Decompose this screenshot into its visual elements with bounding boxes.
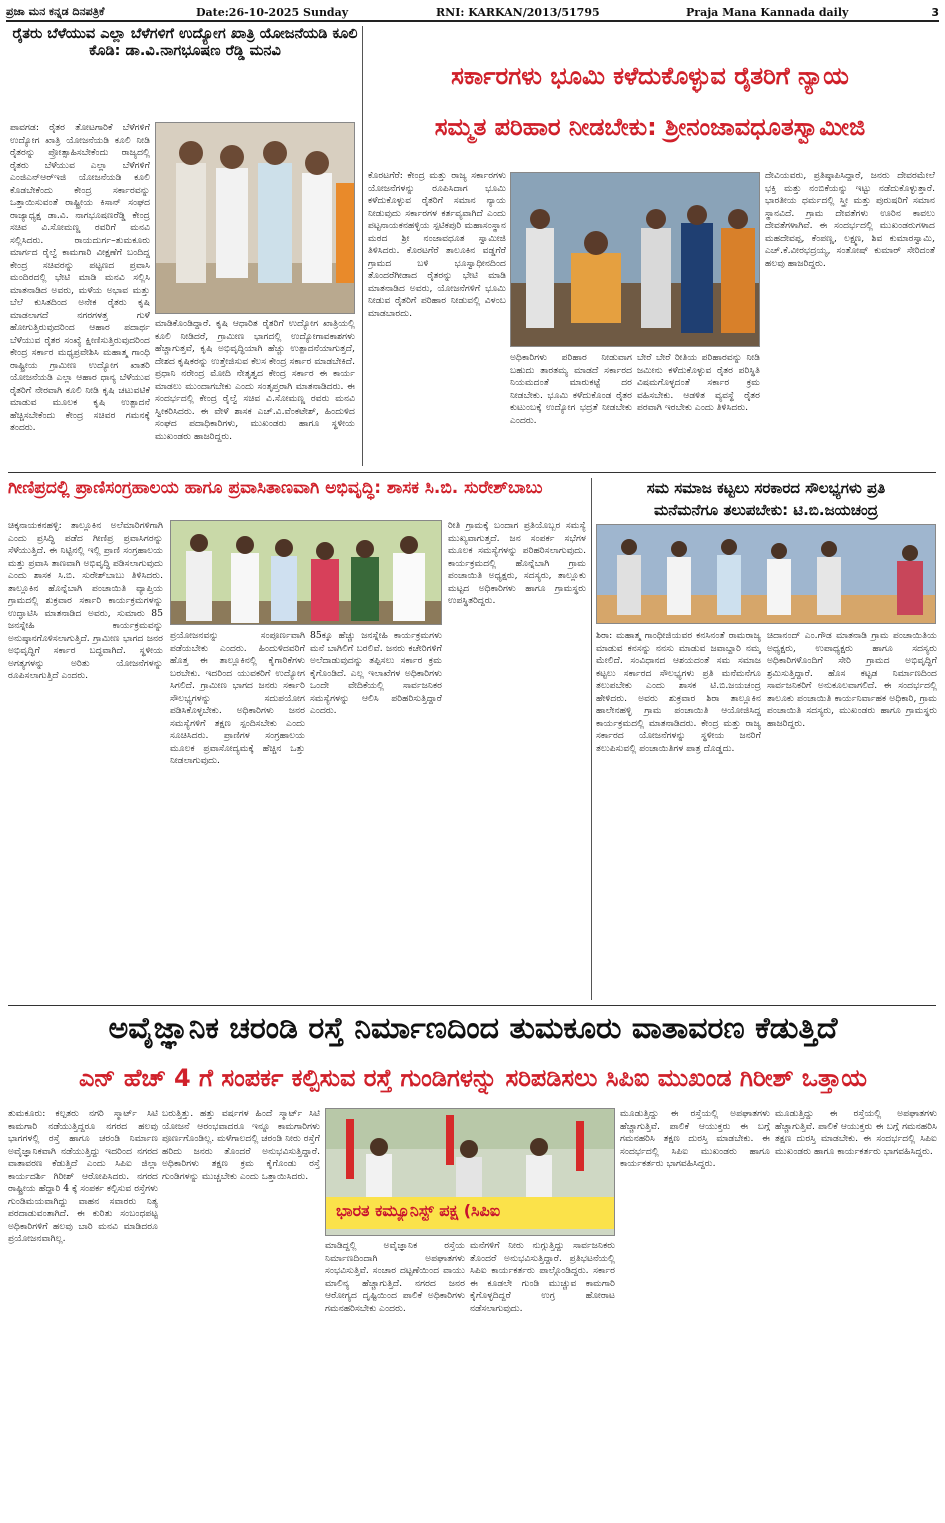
story4-headline-line2: ಮನೆಮನೆಗೂ ತಲುಪಬೇಕು: ಟಿ.ಬಿ.ಜಯಚಂದ್ರ: [654, 501, 878, 519]
story5-column-3: ಮಾಡಿದ್ದಲ್ಲಿ ಅವೈಜ್ಞಾನಿಕ ರಸ್ತೆಯ ನಿರ್ಮಾಣದಿಂದಾಗಿ ಅಪಘಾತಗಳು ಸಂಭವಿಸುತ್ತಿವೆ. ಸಂಚಾರ ದಟ್ಟಣೆಯಿಂದ ವಾಯು ಮಾಲಿನ್ಯ ಹೆಚ್ಚಾಗುತ್ತಿದೆ. ನಗರದ ಜನರ ಆರೋಗ್ಯದ ದೃಷ್ಟಿಯಿಂದ ಪಾಲಿಕೆ ಅಧಿಕಾರಿಗಳು ಗಮನಹರಿಸಬೇಕು ಎಂದರು.: [325, 1240, 465, 1314]
story5-headline-main: ಅವೈಜ್ಞಾನಿಕ ಚರಂಡಿ ರಸ್ತೆ ನಿರ್ಮಾಣದಿಂದ ತುಮಕೂರು ವಾತಾವರಣ ಕೆಡುತ್ತಿದೆ: [108, 1011, 838, 1046]
story3-column-1: ಚಿಕ್ಕನಾಯಕನಹಳ್ಳಿ: ತಾಲ್ಲೂಕಿನ ಅಲೆಮಾರಿಗಳಿಗಾಗಿ ಎಂದು ಪ್ರಸಿದ್ಧಿ ಪಡೆದ ಗೀಣಿಪ್ರ ಪ್ರವಾಸಿಗರನ್ನು ಸೆಳೆಯುತ್ತಿದೆ. ಈ ನಿಟ್ಟಿನಲ್ಲಿ ಇಲ್ಲಿ ಪ್ರಾಣಿ ಸಂಗ್ರಹಾಲಯ ಮತ್ತು ಪ್ರವಾಸಿ ತಾಣವಾಗಿ ಅಭಿವೃದ್ಧಿ ಪಡಿಸಲಾಗುವುದು ಎಂದು ಶಾಸಕ ಸಿ.ಬಿ. ಸುರೇಶ್‌ಬಾಬು ತಿಳಿಸಿದರು. ತಾಲ್ಲೂಕಿನ ಹೊನ್ನೆಬಾಗಿ ಪಂಚಾಯಿತಿ ವ್ಯಾಪ್ತಿಯ ಗ್ರಾಮದಲ್ಲಿ ಶುಕ್ರವಾರ ಸರ್ಕಾರಿ ಕಾರ್ಯಕ್ರಮಗಳನ್ನು ಉದ್ಘಾಟಿಸಿ ಮಾತನಾಡಿದ ಅವರು, ಸುಮಾರು 85 ಜನಸ್ನೇಹಿ ಕಾರ್ಯಕ್ರಮವನ್ನು ಅನುಷ್ಠಾನಗೊಳಿಸಲಾಗುತ್ತಿದೆ. ಗ್ರಾಮೀಣ ಭಾಗದ ಜನರ ಅಭಿವೃದ್ಧಿಗೆ ಸರ್ಕಾರ ಬದ್ಧವಾಗಿದೆ. ಸ್ಥಳೀಯ ಅಗತ್ಯಗಳನ್ನು ಅರಿತು ಯೋಜನೆಗಳನ್ನು ರೂಪಿಸಲಾಗುತ್ತಿದೆ ಎಂದರು.: [8, 520, 163, 681]
column-divider: [591, 478, 592, 1000]
edition-date: Date:26-10-2025 Sunday: [196, 5, 349, 19]
story2-column-1: ಕೊರಟಗೆರೆ: ಕೇಂದ್ರ ಮತ್ತು ರಾಜ್ಯ ಸರ್ಕಾರಗಳು ಯೋಜನೆಗಳನ್ನು ರೂಪಿಸಿದಾಗ ಭೂಮಿ ಕಳೆದುಕೊಳ್ಳುವ ರೈತರಿಗೆ ಸಮಾನ ನ್ಯಾಯ ನೀಡುವುದು ಸರ್ಕಾರಗಳ ಕರ್ತವ್ಯವಾಗಿದೆ ಎಂದು ಪಟ್ಟನಾಯಕನಹಳ್ಳಿಯ ಸ್ಪಟಿಕಪುರಿ ಮಹಾಸಂಸ್ಥಾನ ಮಠದ ಶ್ರೀ ನಂಜಾವಧೂತ ಸ್ವಾಮೀಜಿ ತಿಳಿಸಿದರು. ಕೊರಟಗೆರೆ ತಾಲೂಕಿನ ವಡ್ಡಗೆರೆ ಗ್ರಾಮದ ಬಳಿ ಭೂಸ್ವಾಧೀನದಿಂದ ತೊಂದರೆಗೀಡಾದ ರೈತರನ್ನು ಭೇಟಿ ಮಾಡಿ ಮಾತನಾಡಿದ ಅವರು, ಯೋಜನೆಗಳಿಗೆ ಭೂಮಿ ನೀಡುವ ರೈತರಿಗೆ ಪರಿಹಾರ ನೀಡುವಲ್ಲಿ ವಿಳಂಬ ಮಾಡಬಾರದು.: [368, 170, 506, 319]
story5-column-2: ಬರುತ್ತಿತ್ತು. ಹತ್ತು ವರ್ಷಗಳ ಹಿಂದೆ ಸ್ಮಾರ್ಟ್ ಸಿಟಿ ಯೋಜನೆ ಆರಂಭವಾದರೂ ಇನ್ನೂ ಕಾಮಗಾರಿಗಳು ಪೂರ್ಣಗೊಂಡಿಲ್ಲ. ಮಳೆಗಾಲದಲ್ಲಿ ಚರಂಡಿ ನೀರು ರಸ್ತೆಗೆ ಹರಿದು ಜನರು ತೊಂದರೆ ಅನುಭವಿಸುತ್ತಿದ್ದಾರೆ. ಅಧಿಕಾರಿಗಳು ತಕ್ಷಣ ಕ್ರಮ ಕೈಗೊಂಡು ರಸ್ತೆ ಗುಂಡಿಗಳನ್ನು ಮುಚ್ಚಬೇಕು ಎಂದು ಒತ್ತಾಯಿಸಿದರು.: [162, 1108, 320, 1182]
story4-column-2: ಚಿದಾನಂದ್ ಎಂ.ಗೌಡ ಮಾತನಾಡಿ ಗ್ರಾಮ ಪಂಚಾಯಿತಿಯ ಅಧ್ಯಕ್ಷರು, ಉಪಾಧ್ಯಕ್ಷರು ಹಾಗೂ ಸದಸ್ಯರು ಅಧಿಕಾರಿಗಳೊಂದಿಗೆ ಸೇರಿ ಗ್ರಾಮದ ಅಭಿವೃದ್ಧಿಗೆ ಶ್ರಮಿಸುತ್ತಿದ್ದಾರೆ. ಹೊಸ ಕಟ್ಟಡ ನಿರ್ಮಾಣದಿಂದ ಸಾರ್ವಜನಿಕರಿಗೆ ಅನುಕೂಲವಾಗಲಿದೆ. ಈ ಸಂದರ್ಭದಲ್ಲಿ ತಾಲೂಕು ಪಂಚಾಯಿತಿ ಕಾರ್ಯನಿರ್ವಾಹಕ ಅಧಿಕಾರಿ, ಗ್ರಾಮ ಪಂಚಾಯಿತಿ ಸದಸ್ಯರು, ಮುಖಂಡರು ಹಾಗೂ ಗ್ರಾಮಸ್ಥರು ಹಾಜರಿದ್ದರು.: [767, 630, 937, 729]
story5-column-5: ಮೂಡುತ್ತಿದ್ದು ಈ ರಸ್ತೆಯಲ್ಲಿ ಅಪಘಾತಗಳು ಹೆಚ್ಚಾಗುತ್ತಿವೆ. ಪಾಲಿಕೆ ಆಯುಕ್ತರು ಈ ಬಗ್ಗೆ ಗಮನಹರಿಸಿ ತಕ್ಷಣ ದುರಸ್ತಿ ಮಾಡಬೇಕು. ಈ ಸಂದರ್ಭದಲ್ಲಿ ಸಿಪಿಐ ಮುಖಂಡರು ಹಾಗೂ ಕಾರ್ಯಕರ್ತರು ಭಾಗವಹಿಸಿದ್ದರು.: [620, 1108, 770, 1169]
story4-photo: [596, 524, 936, 624]
story1-headline: ರೈತರು ಬೆಳೆಯುವ ಎಲ್ಲಾ ಬೆಳೆಗಳಿಗೆ ಉದ್ಯೋಗ ಖಾತ್ರಿ ಯೋಜನೆಯಡಿ ಕೂಲಿ ಕೊಡಿ: ಡಾ.ವಿ.ನಾಗಭೂಷಣ ರೆಡ್ಡಿ ಮನವಿ: [12, 26, 358, 59]
masthead: [6, 4, 939, 22]
paper-name: Praja Mana Kannada daily: [686, 5, 849, 19]
story3-column-3: 85ಕ್ಕೂ ಹೆಚ್ಚು ಜನಸ್ನೇಹಿ ಕಾರ್ಯಕ್ರಮಗಳು ಮನೆ ಬಾಗಿಲಿಗೆ ಬರಲಿವೆ. ಜನರು ಕಚೇರಿಗಳಿಗೆ ಅಲೆದಾಡುವುದನ್ನು ತಪ್ಪಿಸಲು ಸರ್ಕಾರ ಕ್ರಮ ಕೈಗೊಂಡಿದೆ. ಎಲ್ಲ ಇಲಾಖೆಗಳ ಅಧಿಕಾರಿಗಳು ಒಂದೇ ವೇದಿಕೆಯಲ್ಲಿ ಸಾರ್ವಜನಿಕರ ಸಮಸ್ಯೆಗಳನ್ನು ಆಲಿಸಿ ಪರಿಹರಿಸುತ್ತಿದ್ದಾರೆ ಎಂದರು.: [310, 630, 442, 716]
party-banner-text: ಭಾರತ ಕಮ್ಯೂನಿಸ್ಟ್ ಪಕ್ಷ (ಸಿಪಿಐ: [336, 1201, 501, 1220]
story2-column-3: ಬೇರೆ ಬೇರೆ ರೀತಿಯ ಪರಿಹಾರವನ್ನು ನೀಡಿ ಜಮೀನು ಕಳೆದುಕೊಳ್ಳುವ ರೈತರ ಪರಿಸ್ಥಿತಿ ವಿಷಮಗೊಳ್ಳದಂತೆ ಸರ್ಕಾರ ಕ್ರಮ ವಹಿಸಬೇಕು. ಆಡಳಿತ ವ್ಯವಸ್ಥೆ ರೈತರ ಪರವಾಗಿ ಇರಬೇಕು ಎಂದು ತಿಳಿಸಿದರು.: [637, 352, 760, 413]
column-divider: [362, 26, 363, 466]
story1-column-2: ಮಾಡಿಕೊಂಡಿದ್ದಾರೆ. ಕೃಷಿ ಆಧಾರಿತ ರೈತರಿಗೆ ಉದ್ಯೋಗ ಖಾತ್ರಿಯಲ್ಲಿ ಕೂಲಿ ನೀಡಿದರೆ, ಗ್ರಾಮೀಣ ಭಾಗದಲ್ಲಿ ಉದ್ಯೋಗಾವಕಾಶಗಳು ಹೆಚ್ಚಾಗುತ್ತವೆ, ಕೃಷಿ ಅಭಿವೃದ್ಧಿಯಾಗಿ ಹೆಚ್ಚು ಉತ್ಪಾದನೆಯಾಗುತ್ತದೆ, ದೇಶದ ಕೃಷಿಕರನ್ನು ಉತ್ತೇಜಿಸುವ ಕೆಲಸ ಕೇಂದ್ರ ಸರ್ಕಾರ ಮಾಡಬೇಕಿದೆ. ಪ್ರಧಾನಿ ನರೇಂದ್ರ ಮೋದಿ ನೇತೃತ್ವದ ಕೇಂದ್ರ ಸರ್ಕಾರ ಈ ಕಾರ್ಯ ಮಾಡಲು ಮುಂದಾಗಬೇಕು ಎಂದು ಸಂತೃಪ್ತರಾಗಿ ಮಾತನಾಡಿದರು. ಈ ಸಂದರ್ಭದಲ್ಲಿ ಕೇಂದ್ರ ರೈಲ್ವೆ ಸಚಿವ ವಿ.ಸೋಮಣ್ಣ ರವರು ಮನವಿ ಸ್ವೀಕರಿಸಿದರು. ಈ ವೇಳೆ ಶಾಸಕ ಎಚ್.ವಿ.ವೆಂಕಟೇಶ್, ಹಿಂದುಳಿದ ಸಂಘದ ಪದಾಧಿಕಾರಿಗಳು, ಮುಖಂಡರು ಹಾಗೂ ಸ್ಥಳೀಯ ಮುಖಂಡರು ಹಾಜರಿದ್ದರು.: [155, 318, 355, 442]
story1-photo-image: [156, 123, 355, 314]
story5-photo: [325, 1108, 615, 1236]
story2-column-4: ದೇವಿಯವರು, ಪ್ರತಿಷ್ಠಾಪಿಸಿದ್ದಾರೆ, ಜನರು ದೇವರಮೇಲೆ ಭಕ್ತಿ ಮತ್ತು ನಂಬಿಕೆಯನ್ನು ಇಟ್ಟು ನಡೆದುಕೊಳ್ಳುತ್ತಾರೆ. ಭಾರತೀಯ ಧರ್ಮದಲ್ಲಿ ಸ್ತ್ರೀ ಮತ್ತು ಪುರುಷರಿಗೆ ಸಮಾನ ಸ್ಥಾನವಿದೆ. ಗ್ರಾಮ ದೇವತೆಗಳು ಊರಿನ ಕಾವಲು ದೇವತೆಗಳಾಗಿವೆ. ಈ ಸಂದರ್ಭದಲ್ಲಿ ಮುಖಂಡರುಗಳಾದ ಮಹದೇವಪ್ಪ, ಕೆಂಪಣ್ಣ, ಲಕ್ಷ್ಮಣ, ಶಿವ ಕುಮಾರಸ್ವಾಮಿ, ಎಚ್.ಕೆ.ವೀರಭದ್ರಯ್ಯ, ಸಂತೋಷ್ ಕುಮಾರ್ ಸೇರಿದಂತೆ ಹಲವು ಹಾಜರಿದ್ದರು.: [765, 170, 935, 269]
story4-photo-image: [597, 525, 936, 624]
paper-logo: ಪ್ರಜಾ ಮನ ಕನ್ನಡ ದಿನಪತ್ರಿಕೆ: [6, 5, 105, 18]
story1-column-1: ಪಾವಗಡ: ರೈತರ ತೋಟಗಾರಿಕೆ ಬೆಳೆಗಳಿಗೆ ಉದ್ಯೋಗ ಖಾತ್ರಿ ಯೋಜನೆಯಡಿ ಕೂಲಿ ನೀಡಿ ರೈತರನ್ನು ಪ್ರೋತ್ಸಾಹಿಸಬೇಕೆಂದು ರಾಜ್ಯದಲ್ಲಿ ರೈತರು ಬೆಳೆಯುವ ಎಲ್ಲಾ ಬೆಳೆಗಳಿಗೆ ಎಂಜಿಎನ್‌ಆರ್‌ಇಜಿ ಯೋಜನೆಯಡಿ ಕೂಲಿ ಕೊಡಬೇಕೆಂದು ಕೇಂದ್ರ ಸರ್ಕಾರವನ್ನು ಒತ್ತಾಯಿಸುವಂತೆ ರಾಷ್ಟ್ರೀಯ ಕಿಸಾನ್ ಸಂಘದ ರಾಜ್ಯಾಧ್ಯಕ್ಷ ಡಾ.ವಿ. ನಾಗಭೂಷಣರೆಡ್ಡಿ ಕೇಂದ್ರ ಸಚಿವ ವಿ.ಸೋಮಣ್ಣ ರವರಿಗೆ ಮನವಿ ಸಲ್ಲಿಸಿದರು. ರಾಯದುರ್ಗ–ತುಮಕೂರು ಮಾರ್ಗದ ರೈಲ್ವೆ ಕಾಮಗಾರಿ ವೀಕ್ಷಣೆಗೆ ಬಂದಿದ್ದ ಕೇಂದ್ರ ಸಚಿವರನ್ನು ಪಟ್ಟಣದ ಪ್ರವಾಸಿ ಮಂದಿರದಲ್ಲಿ ಭೇಟಿ ಮಾಡಿ ಮನವಿ ಸಲ್ಲಿಸಿ ಮಾತನಾಡಿದ ಅವರು, ಮಳೆಯ ಅಭಾವ ಮತ್ತು ಬೆಲೆ ಕುಸಿತದಿಂದ ಅನೇಕ ರೈತರು ಕೃಷಿ ಮಾಡಲಾಗದೆ ನಗರಗಳತ್ತ ಗುಳೆ ಹೋಗುತ್ತಿರುವುದರಿಂದ ಆಹಾರ ಪದಾರ್ಥ ಬೆಳೆಯುವ ರೈತರ ಸಂಖ್ಯೆ ಕ್ಷೀಣಿಸುತ್ತಿರುವುದರಿಂದ ಕೇಂದ್ರ ಸರ್ಕಾರ ಮಧ್ಯಪ್ರವೇಶಿಸಿ ಮಹಾತ್ಮ ಗಾಂಧಿ ರಾಷ್ಟ್ರೀಯ ಗ್ರಾಮೀಣ ಉದ್ಯೋಗ ಖಾತರಿ ಯೋಜನೆಯಡಿ ಎಲ್ಲಾ ಆಹಾರ ಧಾನ್ಯ ಬೆಳೆಯುವ ರೈತರಿಗೆ ನೇರವಾಗಿ ಕೂಲಿ ನೀಡಿ ಕೃಷಿ ಚಟುವಟಿಕೆ ಮಾಡುವ ಮೂಲಕ ಕೃಷಿ ಉತ್ಪಾದನೆ ಹೆಚ್ಚಿಸಬೇಕೆಂದು ಕೇಂದ್ರ ಸಚಿವರ ಗಮನಕ್ಕೆ ತಂದರು.: [10, 122, 150, 433]
story2-headline-line2: ಸಮ್ಮತ ಪರಿಹಾರ ನೀಡಬೇಕು: ಶ್ರೀನಂಜಾವಧೂತಸ್ವಾಮೀಜಿ: [434, 113, 866, 141]
rni-number: RNI: KARKAN/2013/51795: [436, 5, 600, 19]
story5-column-4: ಮನೆಗಳಿಗೆ ನೀರು ನುಗ್ಗುತ್ತಿದ್ದು ಸಾರ್ವಜನಿಕರು ತೊಂದರೆ ಅನುಭವಿಸುತ್ತಿದ್ದಾರೆ. ಪ್ರತಿಭಟನೆಯಲ್ಲಿ ಸಿಪಿಐ ಕಾರ್ಯಕರ್ತರು ಪಾಲ್ಗೊಂಡಿದ್ದರು. ಸರ್ಕಾರ ಈ ಕೂಡಲೇ ಗುಂಡಿ ಮುಚ್ಚುವ ಕಾಮಗಾರಿ ಕೈಗೊಳ್ಳದಿದ್ದರೆ ಉಗ್ರ ಹೋರಾಟ ನಡೆಸಲಾಗುವುದು.: [470, 1240, 615, 1314]
story5-column-1: ತುಮಕೂರು: ಕಲ್ಪತರು ನಗರಿ ಸ್ಮಾರ್ಟ್ ಸಿಟಿ ಕಾಮಗಾರಿ ನಡೆಯುತ್ತಿದ್ದರೂ ನಗರದ ಹಲವು ಭಾಗಗಳಲ್ಲಿ ರಸ್ತೆ ಹಾಗೂ ಚರಂಡಿ ನಿರ್ಮಾಣ ಅವೈಜ್ಞಾನಿಕವಾಗಿ ನಡೆಯುತ್ತಿದ್ದು ಇದರಿಂದ ನಗರದ ವಾತಾವರಣ ಕೆಡುತ್ತಿದೆ ಎಂದು ಸಿಪಿಐ ಜಿಲ್ಲಾ ಕಾರ್ಯದರ್ಶಿ ಗಿರೀಶ್ ಆರೋಪಿಸಿದರು. ನಗರದ ರಾಷ್ಟ್ರೀಯ ಹೆದ್ದಾರಿ 4 ಕ್ಕೆ ಸಂಪರ್ಕ ಕಲ್ಪಿಸುವ ರಸ್ತೆಗಳು ಗುಂಡಿಮಯವಾಗಿದ್ದು ವಾಹನ ಸವಾರರು ನಿತ್ಯ ಪರದಾಡುವಂತಾಗಿದೆ. ಈ ಕುರಿತು ಸಂಬಂಧಪಟ್ಟ ಅಧಿಕಾರಿಗಳಿಗೆ ಹಲವು ಬಾರಿ ಮನವಿ ಮಾಡಿದರೂ ಪ್ರಯೋಜನವಾಗಿಲ್ಲ.: [8, 1108, 158, 1244]
story2-headline-line1: ಸರ್ಕಾರಗಳು ಭೂಮಿ ಕಳೆದುಕೊಳ್ಳುವ ರೈತರಿಗೆ ನ್ಯಾಯ: [451, 62, 849, 90]
story3-photo-image: [171, 521, 442, 625]
story4-column-1: ಶಿರಾ: ಮಹಾತ್ಮ ಗಾಂಧೀಜಿಯವರ ಕನಸಿನಂತೆ ರಾಮರಾಜ್ಯ ಮಾಡುವ ಕನಸನ್ನು ನನಸು ಮಾಡುವ ಜವಾಬ್ದಾರಿ ನಮ್ಮ ಮೇಲಿದೆ. ಸಂವಿಧಾನದ ಆಶಯದಂತೆ ಸಮ ಸಮಾಜ ಕಟ್ಟಲು ಸರ್ಕಾರದ ಸೌಲಭ್ಯಗಳು ಪ್ರತಿ ಮನೆಮನೆಗೂ ತಲುಪಬೇಕು ಎಂದು ಶಾಸಕ ಟಿ.ಬಿ.ಜಯಚಂದ್ರ ಹೇಳಿದರು. ಅವರು ಶುಕ್ರವಾರ ಶಿರಾ ತಾಲ್ಲೂಕಿನ ಹಾಲೇನಹಳ್ಳಿ ಗ್ರಾಮ ಪಂಚಾಯಿತಿ ಆಯೋಜಿಸಿದ್ದ ಕಾರ್ಯಕ್ರಮದಲ್ಲಿ ಮಾತನಾಡಿದರು. ಕೇಂದ್ರ ಮತ್ತು ರಾಜ್ಯ ಸರ್ಕಾರದ ಯೋಜನೆಗಳನ್ನು ಸ್ಥಳೀಯ ಜನರಿಗೆ ತಲುಪಿಸುವಲ್ಲಿ ಪಂಚಾಯಿತಿಗಳ ಪಾತ್ರ ದೊಡ್ಡದು.: [596, 630, 761, 754]
story5-column-6: ಮೂಡುತ್ತಿದ್ದು ಈ ರಸ್ತೆಯಲ್ಲಿ ಅಪಘಾತಗಳು ಹೆಚ್ಚಾಗುತ್ತಿವೆ. ಪಾಲಿಕೆ ಆಯುಕ್ತರು ಈ ಬಗ್ಗೆ ಗಮನಹರಿಸಿ ತಕ್ಷಣ ದುರಸ್ತಿ ಮಾಡಬೇಕು. ಈ ಸಂದರ್ಭದಲ್ಲಿ ಸಿಪಿಐ ಮುಖಂಡರು ಹಾಗೂ ಕಾರ್ಯಕರ್ತರು ಭಾಗವಹಿಸಿದ್ದರು.: [775, 1108, 937, 1157]
section-divider: [8, 1005, 936, 1006]
section-divider: [8, 472, 936, 473]
story3-column-2: ಪ್ರಯೋಜನವನ್ನು ಸಂಪೂರ್ಣವಾಗಿ ಪಡೆಯಬೇಕು ಎಂದರು. ಹಿಂದುಳಿದವರಿಗೆ ಹೊತ್ತ ಈ ತಾಲ್ಲೂಕಿನಲ್ಲಿ ಕೈಗಾರಿಕೆಗಳು ಬರಬೇಕು. ಇದರಿಂದ ಯುವಕರಿಗೆ ಉದ್ಯೋಗ ಸಿಗಲಿದೆ. ಗ್ರಾಮೀಣ ಭಾಗದ ಜನರು ಸರ್ಕಾರಿ ಸೌಲಭ್ಯಗಳನ್ನು ಸದುಪಯೋಗ ಪಡಿಸಿಕೊಳ್ಳಬೇಕು. ಅಧಿಕಾರಿಗಳು ಜನರ ಸಮಸ್ಯೆಗಳಿಗೆ ತಕ್ಷಣ ಸ್ಪಂದಿಸಬೇಕು ಎಂದು ಸೂಚಿಸಿದರು. ಪ್ರಾಣಿಗಳ ಸಂಗ್ರಹಾಲಯ ಮೂಲಕ ಪ್ರವಾಸೋದ್ಯಮಕ್ಕೆ ಹೆಚ್ಚಿನ ಒತ್ತು ನೀಡಲಾಗುವುದು.: [170, 630, 305, 766]
story4-headline-line1: ಸಮ ಸಮಾಜ ಕಟ್ಟಲು ಸರಕಾರದ ಸೌಲಭ್ಯಗಳು ಪ್ರತಿ: [646, 479, 886, 497]
story3-column-4: ರೀತಿ ಗ್ರಾಮಕ್ಕೆ ಬಂದಾಗ ಪ್ರತಿಯೊಬ್ಬರ ಸಮಸ್ಯೆ ಮುಖ್ಯವಾಗುತ್ತದೆ. ಜನ ಸಂಪರ್ಕ ಸಭೆಗಳ ಮೂಲಕ ಸಮಸ್ಯೆಗಳನ್ನು ಪರಿಹರಿಸಲಾಗುವುದು. ಕಾರ್ಯಕ್ರಮದಲ್ಲಿ ಹೊನ್ನೆಬಾಗಿ ಗ್ರಾಮ ಪಂಚಾಯಿತಿ ಅಧ್ಯಕ್ಷರು, ಸದಸ್ಯರು, ತಾಲ್ಲೂಕು ಮಟ್ಟದ ಅಧಿಕಾರಿಗಳು ಹಾಗೂ ಗ್ರಾಮಸ್ಥರು ಉಪಸ್ಥಿತರಿದ್ದರು.: [448, 520, 586, 606]
story3-headline: ಗೀಣಿಪ್ರದಲ್ಲಿ ಪ್ರಾಣಿಸಂಗ್ರಹಾಲಯ ಹಾಗೂ ಪ್ರವಾಸಿತಾಣವಾಗಿ ಅಭಿವೃದ್ಧಿ: ಶಾಸಕ ಸಿ.ಬಿ. ಸುರೇಶ್‌ಬಾಬು: [8, 478, 543, 498]
story2-photo: [510, 172, 760, 347]
page-number: 3: [931, 5, 939, 19]
story3-photo: [170, 520, 442, 625]
story2-photo-image: [511, 173, 760, 347]
story2-column-2: ಅಧಿಕಾರಿಗಳು ಪರಿಹಾರ ನೀಡುವಾಗ ಬಹುದು ತಾರತಮ್ಯ ಮಾಡದೆ ಸರ್ಕಾರದ ನಿಯಮದಂತೆ ಮಾರುಕಟ್ಟೆ ದರ ನೀಡಬೇಕು. ಭೂಮಿ ಕಳೆದುಕೊಂಡ ರೈತರ ಕುಟುಂಬಕ್ಕೆ ಉದ್ಯೋಗ ಭದ್ರತೆ ನೀಡಬೇಕು ಎಂದರು.: [510, 352, 632, 426]
story1-photo: [155, 122, 355, 314]
story5-headline-sub: ಎನ್ ಹೆಚ್ 4 ಗೆ ಸಂಪರ್ಕ ಕಲ್ಪಿಸುವ ರಸ್ತೆ ಗುಂಡಿಗಳನ್ನು ಸರಿಪಡಿಸಲು ಸಿಪಿಐ ಮುಖಂಡ ಗಿರೀಶ್ ಒತ್ತಾಯ: [78, 1064, 867, 1092]
